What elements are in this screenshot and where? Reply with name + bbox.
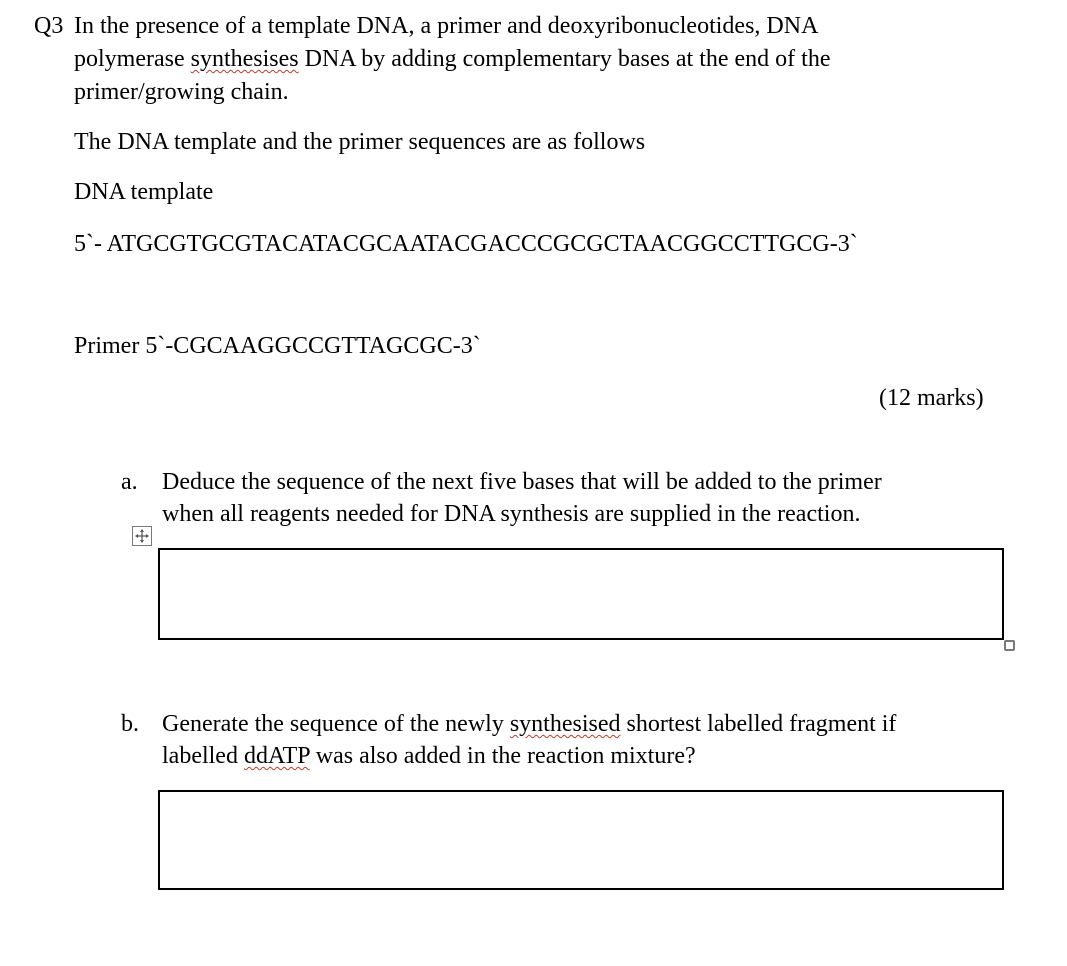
intro-text-post: DNA by adding complementary bases at the end of the: [298, 46, 831, 72]
question-intro-line-3: primer/growing chain.: [74, 79, 289, 105]
resize-handle-icon[interactable]: [1004, 640, 1015, 651]
question-intro-line-1: In the presence of a template DNA, a primer and deoxyribonucleotides, DNA: [74, 13, 819, 39]
move-handle-icon[interactable]: [132, 526, 152, 546]
spellcheck-flagged-word[interactable]: synthesises: [190, 46, 299, 72]
part-b-text-pre: Generate the sequence of the newly: [162, 711, 510, 737]
part-b-text-pre-2: labelled: [162, 743, 244, 769]
spellcheck-flagged-word[interactable]: ddATP: [243, 743, 310, 769]
template-label: DNA template: [74, 179, 214, 205]
part-a-label: a.: [121, 469, 138, 495]
part-b-text-post-2: was also added in the reaction mixture?: [309, 743, 696, 769]
part-a-line-1: Deduce the sequence of the next five bases that will be added to the primer: [162, 469, 882, 495]
marks-label: (12 marks): [879, 385, 984, 411]
part-b-line-1: [162, 708, 896, 741]
part-b-answer-box[interactable]: [158, 790, 1004, 890]
intro-text-pre: polymerase: [74, 46, 191, 72]
question-intro-line-2: [74, 43, 830, 76]
primer-sequence: Primer 5`-CGCAAGGCCGTTAGCGC-3`: [74, 333, 481, 359]
part-a-answer-box[interactable]: [158, 548, 1004, 640]
sequences-intro: The DNA template and the primer sequences are as follows: [74, 129, 646, 155]
template-sequence: 5`- ATGCGTGCGTACATACGCAATACGACCCGCGCTAACGGCCTTGCG-3`: [74, 231, 858, 257]
spellcheck-flagged-word[interactable]: synthesised: [509, 711, 621, 737]
part-b-line-2: [162, 740, 696, 773]
part-a-line-2: when all reagents needed for DNA synthesis are supplied in the reaction.: [162, 501, 861, 527]
question-number: Q3: [34, 13, 64, 39]
part-b-text-post: shortest labelled fragment if: [620, 711, 897, 737]
part-b-label: b.: [121, 711, 139, 737]
